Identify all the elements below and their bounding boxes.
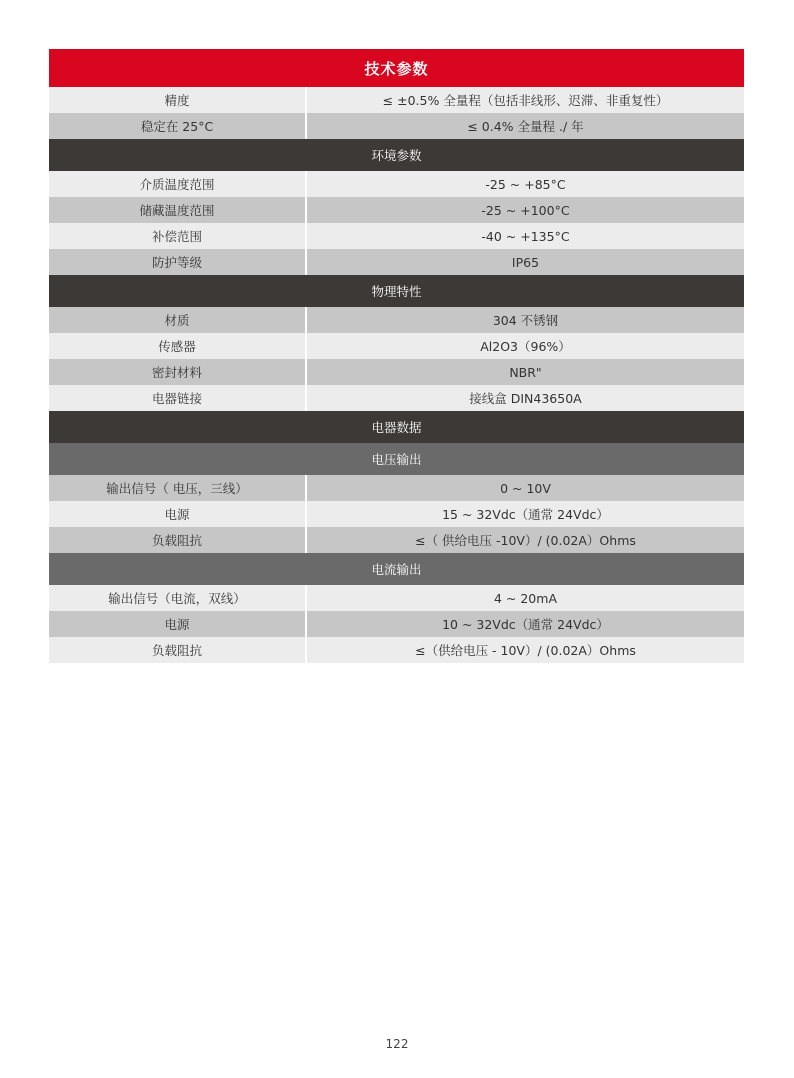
row-value: 15 ~ 32Vdc（通常 24Vdc）: [305, 501, 744, 527]
row-label: 输出信号（电流，双线）: [108, 591, 246, 606]
section-heading-environment: 环境参数: [49, 139, 744, 171]
page-number: 122: [385, 1037, 409, 1051]
row-label: 输出信号（ 电压，三线）: [106, 481, 248, 496]
row-value: 接线盒 DIN43650A: [305, 385, 744, 411]
table-row: [49, 113, 744, 139]
row-value: 10 ~ 32Vdc（通常 24Vdc）: [305, 611, 744, 637]
row-value: IP65: [305, 249, 744, 275]
row-label: 储藏温度范围: [139, 203, 215, 218]
row-label: 防护等级: [151, 255, 202, 270]
table-row: [49, 223, 744, 249]
table-row: [49, 611, 744, 637]
table-row: [49, 87, 744, 113]
row-label: 补偿范围: [151, 229, 202, 244]
table-row: [49, 585, 744, 611]
row-value: ≤ 0.4% 全量程 ./ 年: [305, 113, 744, 139]
row-value: -40 ~ +135°C: [305, 223, 744, 249]
row-value: ≤（ 供给电压 -10V）/ (0.02A）Ohms: [305, 527, 744, 553]
row-label: 电器链接: [151, 391, 202, 406]
table-row: [49, 333, 744, 359]
row-label: 电源: [164, 617, 190, 632]
row-value: ≤ ±0.5% 全量程（包括非线形、迟滞、非重复性）: [305, 87, 744, 113]
row-value: NBR": [305, 359, 744, 385]
table-row: [49, 197, 744, 223]
subsection-heading-current: 电流输出: [49, 553, 744, 585]
table-title: 技术参数: [49, 49, 744, 87]
table-row: [49, 171, 744, 197]
section-heading-physical: 物理特性: [49, 275, 744, 307]
row-label: 电源: [164, 507, 190, 522]
row-value: ≤（供给电压 - 10V）/ (0.02A）Ohms: [305, 637, 744, 663]
row-value: 304 不锈钢: [305, 307, 744, 333]
row-label: 负载阻抗: [151, 533, 202, 548]
row-label: 负载阻抗: [151, 643, 202, 658]
row-label: 精度: [164, 93, 190, 108]
row-value: 4 ~ 20mA: [305, 585, 744, 611]
table-row: [49, 475, 744, 501]
row-label: 传感器: [158, 339, 196, 354]
spec-table: [49, 49, 744, 663]
table-row: [49, 501, 744, 527]
table-row: [49, 359, 744, 385]
row-value: 0 ~ 10V: [305, 475, 744, 501]
section-heading-electrical: 电器数据: [49, 411, 744, 443]
table-row: [49, 307, 744, 333]
row-label: 介质温度范围: [139, 177, 215, 192]
row-value: -25 ~ +100°C: [305, 197, 744, 223]
table-row: [49, 249, 744, 275]
subsection-heading-voltage: 电压输出: [49, 443, 744, 475]
table-row: [49, 385, 744, 411]
row-label: 稳定在 25°C: [140, 119, 214, 134]
table-row: [49, 637, 744, 663]
row-label: 密封材料: [151, 365, 202, 380]
row-value: Al2O3（96%）: [305, 333, 744, 359]
row-value: -25 ~ +85°C: [305, 171, 744, 197]
table-row: [49, 527, 744, 553]
row-label: 材质: [164, 313, 190, 328]
